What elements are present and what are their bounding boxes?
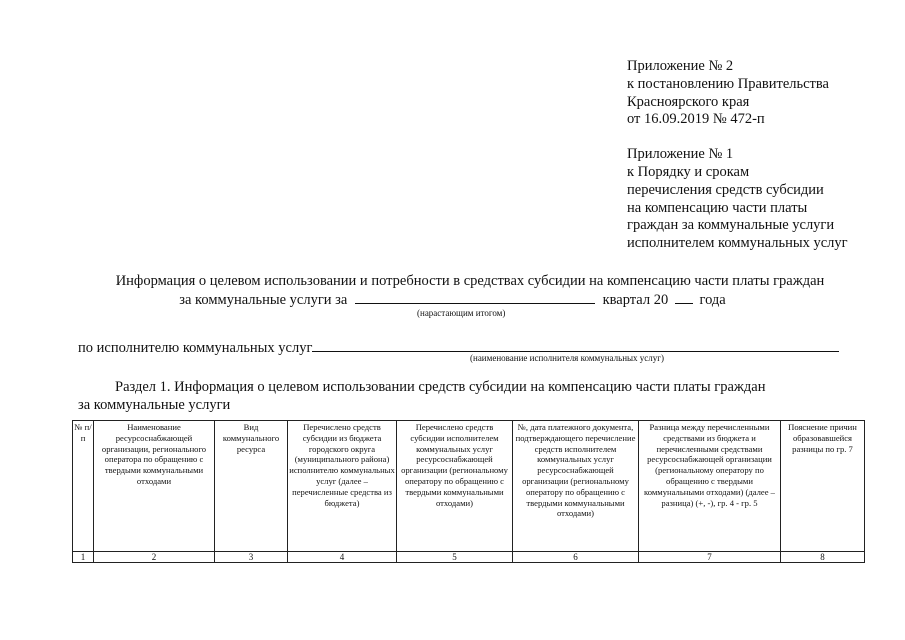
- year-blank-field[interactable]: [675, 291, 693, 304]
- column-number-cell: 5: [397, 552, 513, 563]
- column-number-cell: 6: [513, 552, 639, 563]
- header-cell: Пояснение причин образовавшейся разницы по гр. 7: [781, 421, 865, 552]
- header-cell: Перечислено средств субсидии исполнителем коммунальных услуг ресурсоснабжающей организации (региональному оператору по обращению с твердыми коммунальными отходами): [397, 421, 513, 552]
- table-numbers-row: [73, 552, 865, 563]
- executor-line: [78, 339, 839, 357]
- appendix-line: к Порядку и срокам: [627, 163, 750, 180]
- column-number-cell: 8: [781, 552, 865, 563]
- info-table: [72, 420, 865, 563]
- quarter-blank-field[interactable]: [355, 291, 595, 304]
- header-cell: Вид коммунального ресурса: [215, 421, 288, 552]
- appendix-line: перечисления средств субсидии: [627, 181, 824, 198]
- column-number-cell: 1: [73, 552, 94, 563]
- title-prefix: за коммунальные услуги за: [179, 292, 348, 308]
- cumulative-caption: (нарастающим итогом): [417, 308, 506, 318]
- header-cell: Разница между перечисленными средствами из бюджета и перечисленными средствами ресурсоснабжающей организации (региональному оператору по обращению с твердыми коммунальными отходами) (далее – разница) (+, -), гр. 4 - гр. 5: [639, 421, 781, 552]
- document-title-line2: [0, 291, 905, 309]
- header-cell: Наименование ресурсоснабжающей организации, регионального оператора по обращению с твердыми коммунальными отходами: [94, 421, 215, 552]
- column-number-cell: 4: [288, 552, 397, 563]
- executor-caption: (наименование исполнителя коммунальных услуг): [470, 353, 664, 363]
- table-header-row: [73, 421, 865, 552]
- appendix-line: от 16.09.2019 № 472-п: [627, 111, 765, 128]
- document-title-line1: Информация о целевом использовании и потребности в средствах субсидии на компенсацию части платы граждан: [115, 273, 825, 289]
- appendix-line: граждан за коммунальные услуги: [627, 217, 835, 234]
- appendix-line: Приложение № 1: [627, 146, 734, 163]
- appendix-1-block: [627, 146, 897, 253]
- appendix-block: [627, 58, 897, 253]
- column-number-cell: 3: [215, 552, 288, 563]
- appendix-line: к постановлению Правительства: [627, 75, 829, 92]
- appendix-line: исполнителем коммунальных услуг: [627, 235, 848, 252]
- title-quarter-text: квартал 20: [602, 292, 669, 308]
- column-number-cell: 2: [94, 552, 215, 563]
- executor-blank-field[interactable]: [312, 339, 839, 352]
- header-cell: №, дата платежного документа, подтверждающего перечисление средств исполнителем коммунальных услуг ресурсоснабжающей организации (региональному оператору по обращению с твердыми коммунальными отходами): [513, 421, 639, 552]
- appendix-line: Приложение № 2: [627, 58, 734, 74]
- executor-label: по исполнителю коммунальных услуг: [78, 340, 313, 356]
- column-number-cell: 7: [639, 552, 781, 563]
- section-line2: за коммунальные услуги: [78, 397, 231, 413]
- header-cell: № п/п: [73, 421, 94, 552]
- section-line1: Раздел 1. Информация о целевом использовании средств субсидии на компенсацию части платы граждан: [115, 379, 766, 395]
- section-heading: [78, 378, 862, 414]
- header-cell: Перечислено средств субсидии из бюджета городского округа (муниципального района) исполнителю коммунальных услуг (далее – перечисленные средства из бюджета): [288, 421, 397, 552]
- title-suffix: года: [699, 292, 726, 308]
- appendix-line: на компенсацию части платы: [627, 199, 808, 216]
- appendix-2-block: [627, 58, 897, 129]
- appendix-line: Красноярского края: [627, 93, 750, 110]
